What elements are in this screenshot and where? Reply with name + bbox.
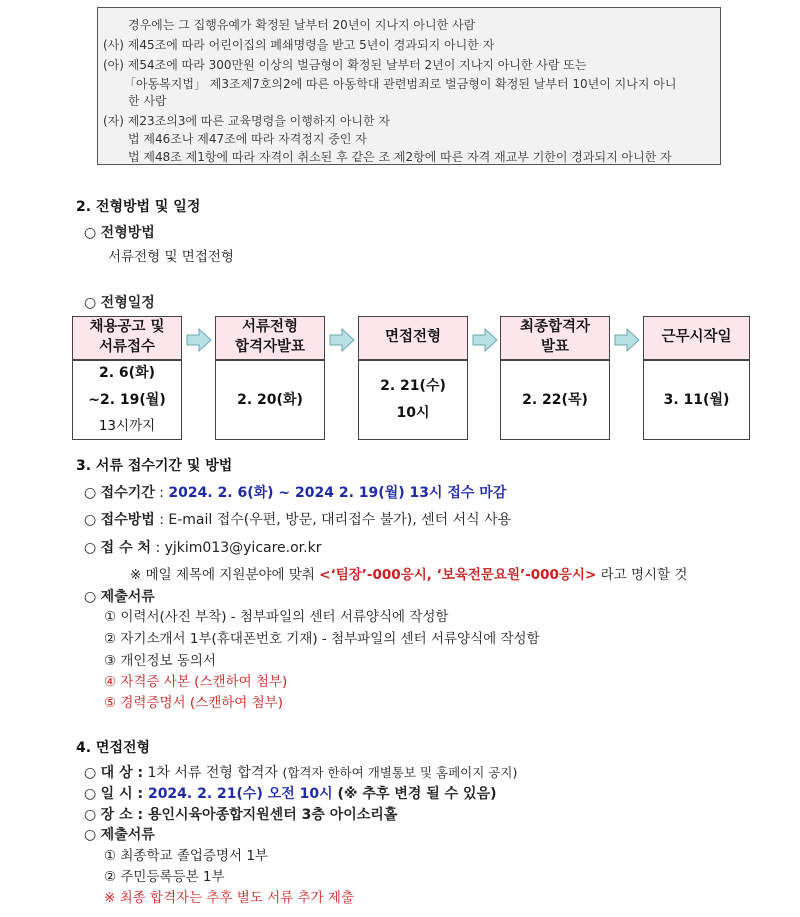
section4-title: 4. 면접전형	[76, 740, 151, 756]
eligibility-line: (아) 제54조에 따라 300만원 이상의 벌금형이 확정된 날부터 2년이 지나지 아니한 사람 또는	[103, 58, 587, 72]
destination-email[interactable]: : yjkim013@yicare.or.kr	[151, 540, 322, 556]
eligibility-line: (사) 제45조에 따라 어린이집의 폐쇄명령을 받고 5년이 경과되지 아니한 자	[103, 38, 495, 52]
submit-method-label: 접수방법	[100, 512, 155, 528]
eligibility-line: 경우에는 그 집행유예가 확정된 날부터 20년이 지나지 아니한 사람	[128, 18, 476, 32]
bullet-circle: ○	[84, 827, 97, 843]
step-time: 13시까지	[98, 418, 156, 435]
doc-item: ② 자기소개서 1부(휴대폰번호 기재) - 첨부파일의 센터 서류양식에 작성함	[104, 631, 540, 647]
interview-docs-label: 제출서류	[100, 827, 155, 843]
step-header-line: 최종합격자	[519, 319, 591, 336]
eligibility-line: 「아동복지법」 제3조제7호의2에 따른 아동학대 관련범죄로 벌금형이 확정된 날부터 10년이 지나지 아니	[124, 77, 677, 91]
docs-row	[84, 586, 155, 606]
bullet-circle: ○	[84, 786, 97, 802]
bullet-circle: ○	[84, 295, 97, 311]
step-body-posting	[72, 360, 182, 440]
step-body-final-result	[500, 360, 610, 440]
note-suffix: 라고 명시할 것	[596, 567, 688, 583]
section2-title: 2. 전형방법 및 일정	[76, 199, 201, 215]
step-header-line: 서류전형	[241, 319, 298, 336]
step-header-line: 면접전형	[384, 329, 442, 346]
email-subject-note	[130, 563, 687, 583]
doc-item: ⑤ 경력증명서 (스캔하여 첨부)	[104, 695, 283, 711]
final-note: ※ 최종 합격자는 추후 별도 서류 추가 제출	[104, 890, 355, 906]
step-date: 2. 22(목)	[522, 391, 588, 408]
step-header-document-result	[215, 316, 325, 360]
place-label: 장 소 :	[100, 807, 144, 823]
bullet-circle: ○	[84, 807, 97, 823]
step-header-start-work	[643, 316, 750, 360]
step-body-interview	[358, 360, 468, 440]
note-prefix: ※ 메일 제목에 지원분야에 맞춰	[130, 567, 320, 583]
doc-item: ① 이력서(사진 부착) - 첨부파일의 센터 서류양식에 작성함	[104, 609, 449, 625]
doc-item: ④ 자격증 사본 (스캔하여 첨부)	[104, 674, 288, 690]
eligibility-line: 법 제48조 제1항에 따라 자격이 취소된 후 같은 조 제2항에 따른 자격 재교부 기한이 경과되지 아니한 자	[128, 150, 672, 164]
place-value: 용인시육아종합지원센터 3층 아이소리홀	[143, 807, 398, 823]
place-row	[84, 804, 397, 824]
bullet-circle: ○	[84, 225, 97, 241]
eligibility-box	[97, 7, 721, 165]
eligibility-line: (자) 제23조의3에 따른 교육명령을 이행하지 아니한 자	[103, 114, 390, 128]
step-header-posting	[72, 316, 182, 360]
method-label: 전형방법	[100, 225, 155, 241]
target-note: (합격자 한하여 개별통보 및 홈페이지 공지)	[282, 765, 518, 780]
section2-schedule-row	[84, 292, 155, 312]
eligibility-line: 한 사람	[128, 94, 167, 108]
note-subject-format: <‘팀장’-000응시, ‘보육전문요원’-000응시>	[319, 567, 597, 583]
step-body-document-result	[215, 360, 325, 440]
datetime-value: 2024. 2. 21(수) 오전 10시	[143, 786, 338, 802]
interview-docs-row	[84, 824, 155, 844]
section2-method-row	[84, 222, 155, 242]
doc-item: ③ 개인정보 동의서	[104, 653, 216, 669]
datetime-label: 일 시 :	[100, 786, 144, 802]
step-date: 2. 6(화)	[99, 365, 155, 382]
target-row	[84, 762, 517, 782]
arrow-right-icon	[614, 328, 640, 352]
docs-label: 제출서류	[100, 589, 155, 605]
schedule-label: 전형일정	[100, 295, 155, 311]
step-header-line: 근무시작일	[661, 329, 732, 346]
bullet-circle: ○	[84, 540, 97, 556]
destination-label: 접 수 처	[100, 540, 151, 556]
method-row	[84, 509, 511, 529]
period-sep: :	[154, 485, 169, 501]
bullet-circle: ○	[84, 765, 97, 781]
interview-doc-item: ① 최종학교 졸업증명서 1부	[104, 848, 268, 864]
step-date: 3. 11(월)	[663, 391, 730, 408]
arrow-right-icon	[186, 328, 212, 352]
arrow-right-icon	[472, 328, 498, 352]
step-body-start-work	[643, 360, 750, 440]
step-header-line: 서류접수	[98, 339, 156, 355]
period-label: 접수기간	[100, 485, 155, 501]
target-label: 대 상 :	[100, 765, 144, 781]
bullet-circle: ○	[84, 589, 97, 605]
method-text: 서류전형 및 면접전형	[108, 249, 234, 265]
step-date: 2. 20(화)	[237, 391, 303, 408]
step-date: ~2. 19(월)	[88, 391, 166, 408]
section3-title: 3. 서류 접수기간 및 방법	[76, 458, 233, 474]
period-row	[84, 482, 506, 502]
datetime-row	[84, 783, 497, 803]
destination-row	[84, 537, 321, 557]
step-header-line: 채용공고 및	[89, 319, 165, 336]
eligibility-line: 법 제46조나 제47조에 따라 자격정지 중인 자	[128, 132, 367, 146]
step-time: 10시	[396, 405, 430, 421]
period-value: 2024. 2. 6(화) ~ 2024 2. 19(월) 13시 접수 마감	[168, 485, 507, 501]
step-header-line: 합격자발표	[234, 339, 306, 355]
step-header-interview	[358, 316, 468, 360]
submit-method-value: : E-mail 접수(우편, 방문, 대리접수 불가), 센터 서식 사용	[154, 512, 512, 528]
step-date: 2. 21(수)	[380, 378, 446, 395]
step-header-line: 발표	[540, 339, 569, 355]
datetime-note: (※ 추후 변경 될 수 있음)	[337, 786, 497, 802]
target-value: 1차 서류 전형 합격자	[143, 765, 283, 781]
arrow-right-icon	[329, 328, 355, 352]
step-header-final-result	[500, 316, 610, 360]
interview-doc-item: ② 주민등록등본 1부	[104, 869, 225, 885]
bullet-circle: ○	[84, 485, 97, 501]
bullet-circle: ○	[84, 512, 97, 528]
